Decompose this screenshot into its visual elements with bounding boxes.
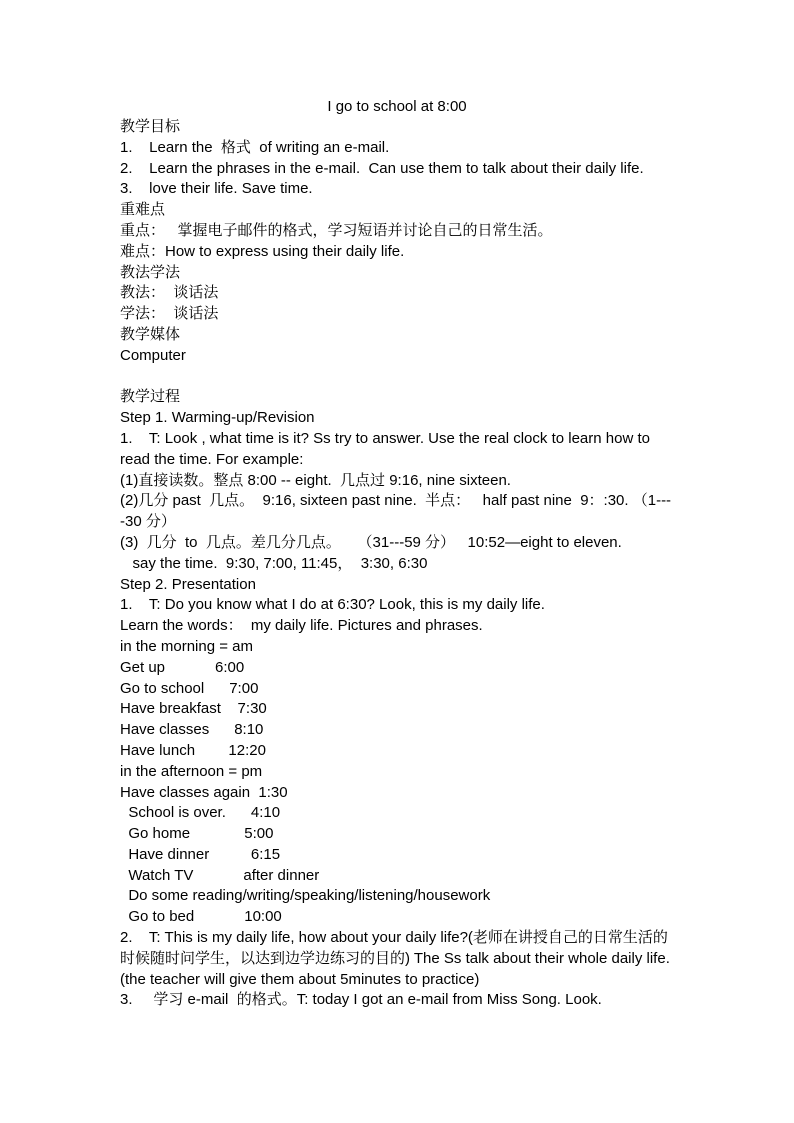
text-line: in the afternoon = pm (120, 762, 263, 780)
text-line: Have classes 8:10 (120, 721, 264, 739)
text-line: 1. T: Look , what time is it? Ss try to answer. Use the real clock to learn how to read the time. For example: (120, 429, 655, 468)
text-line: Step 2. Presentation (120, 575, 256, 593)
text-line: Step 1. Warming-up/Revision (120, 409, 315, 427)
text-line: 1. T: Do you know what I do at 6:30? Look, this is my daily life. (120, 596, 545, 614)
text-line: Learn the words： my daily life. Pictures and phrases. (120, 617, 483, 635)
text-line: 教法学法 (120, 263, 181, 281)
text-line: (2)几分 past 几点。 9:16, sixteen past nine. 半点： half past nine 9：:30. （1----30 分） (120, 492, 672, 531)
text-line: Have classes again 1:30 (120, 783, 288, 801)
text-line: 教法： 谈话法 (120, 284, 219, 302)
text-line: 重点： 掌握电子邮件的格式，学习短语并讨论自己的日常生活。 (120, 221, 553, 239)
text-line: Go to bed 10:00 (120, 908, 282, 926)
text-line (120, 367, 680, 388)
text-line: 3. love their life. Save time. (120, 180, 313, 198)
text-line: 教学过程 (120, 388, 181, 406)
text-line: Have lunch 12:20 (120, 741, 266, 759)
text-line: (3) 几分 to 几点。差几分几点。 （31---59 分） 10:52—eight to eleven. (120, 533, 622, 551)
text-line: Do some reading/writing/speaking/listening/housework (120, 887, 491, 905)
text-line: Go to school 7:00 (120, 679, 259, 697)
text-line: 教学目标 (120, 118, 181, 135)
text-line: 重难点 (120, 201, 166, 219)
text-line: School is over. 4:10 (120, 804, 281, 822)
text-line: 难点：How to express using their daily life. (120, 242, 405, 260)
text-line: Computer (120, 346, 186, 364)
text-line: 学法： 谈话法 (120, 305, 219, 323)
text-line: 1. Learn the 格式 of writing an e-mail. (120, 138, 390, 156)
text-line: 教学媒体 (120, 325, 181, 343)
text-line: Get up 6:00 (120, 658, 245, 676)
text-line: Have dinner 6:15 (120, 845, 281, 863)
text-line: in the morning = am (120, 637, 253, 655)
text-line: Watch TV after dinner (120, 866, 320, 884)
text-line: 3. 学习 e-mail 的格式。T: today I got an e-mail from Miss Song. Look. (120, 991, 602, 1009)
text-line: 2. Learn the phrases in the e-mail. Can use them to talk about their daily life. (120, 159, 644, 177)
text-line: (1)直接读数。整点 8:00 -- eight. 几点过 9:16, nine sixteen. (120, 471, 511, 489)
text-line: say the time. 9:30, 7:00, 11:45， 3:30, 6:30 (120, 554, 428, 572)
text-line: 2. T: This is my daily life, how about your daily life?(老师在讲授自己的日常生活的时候随时问学生，以达到边学边练习的目的) The Ss talk about their whole daily life.(the teacher will give them about 5minutes to practice) (120, 929, 670, 988)
document-body (120, 117, 680, 1011)
text-line: Have breakfast 7:30 (120, 700, 267, 718)
text-line: Go home 5:00 (120, 825, 274, 843)
document-title: I go to school at 8:00 (327, 98, 467, 115)
